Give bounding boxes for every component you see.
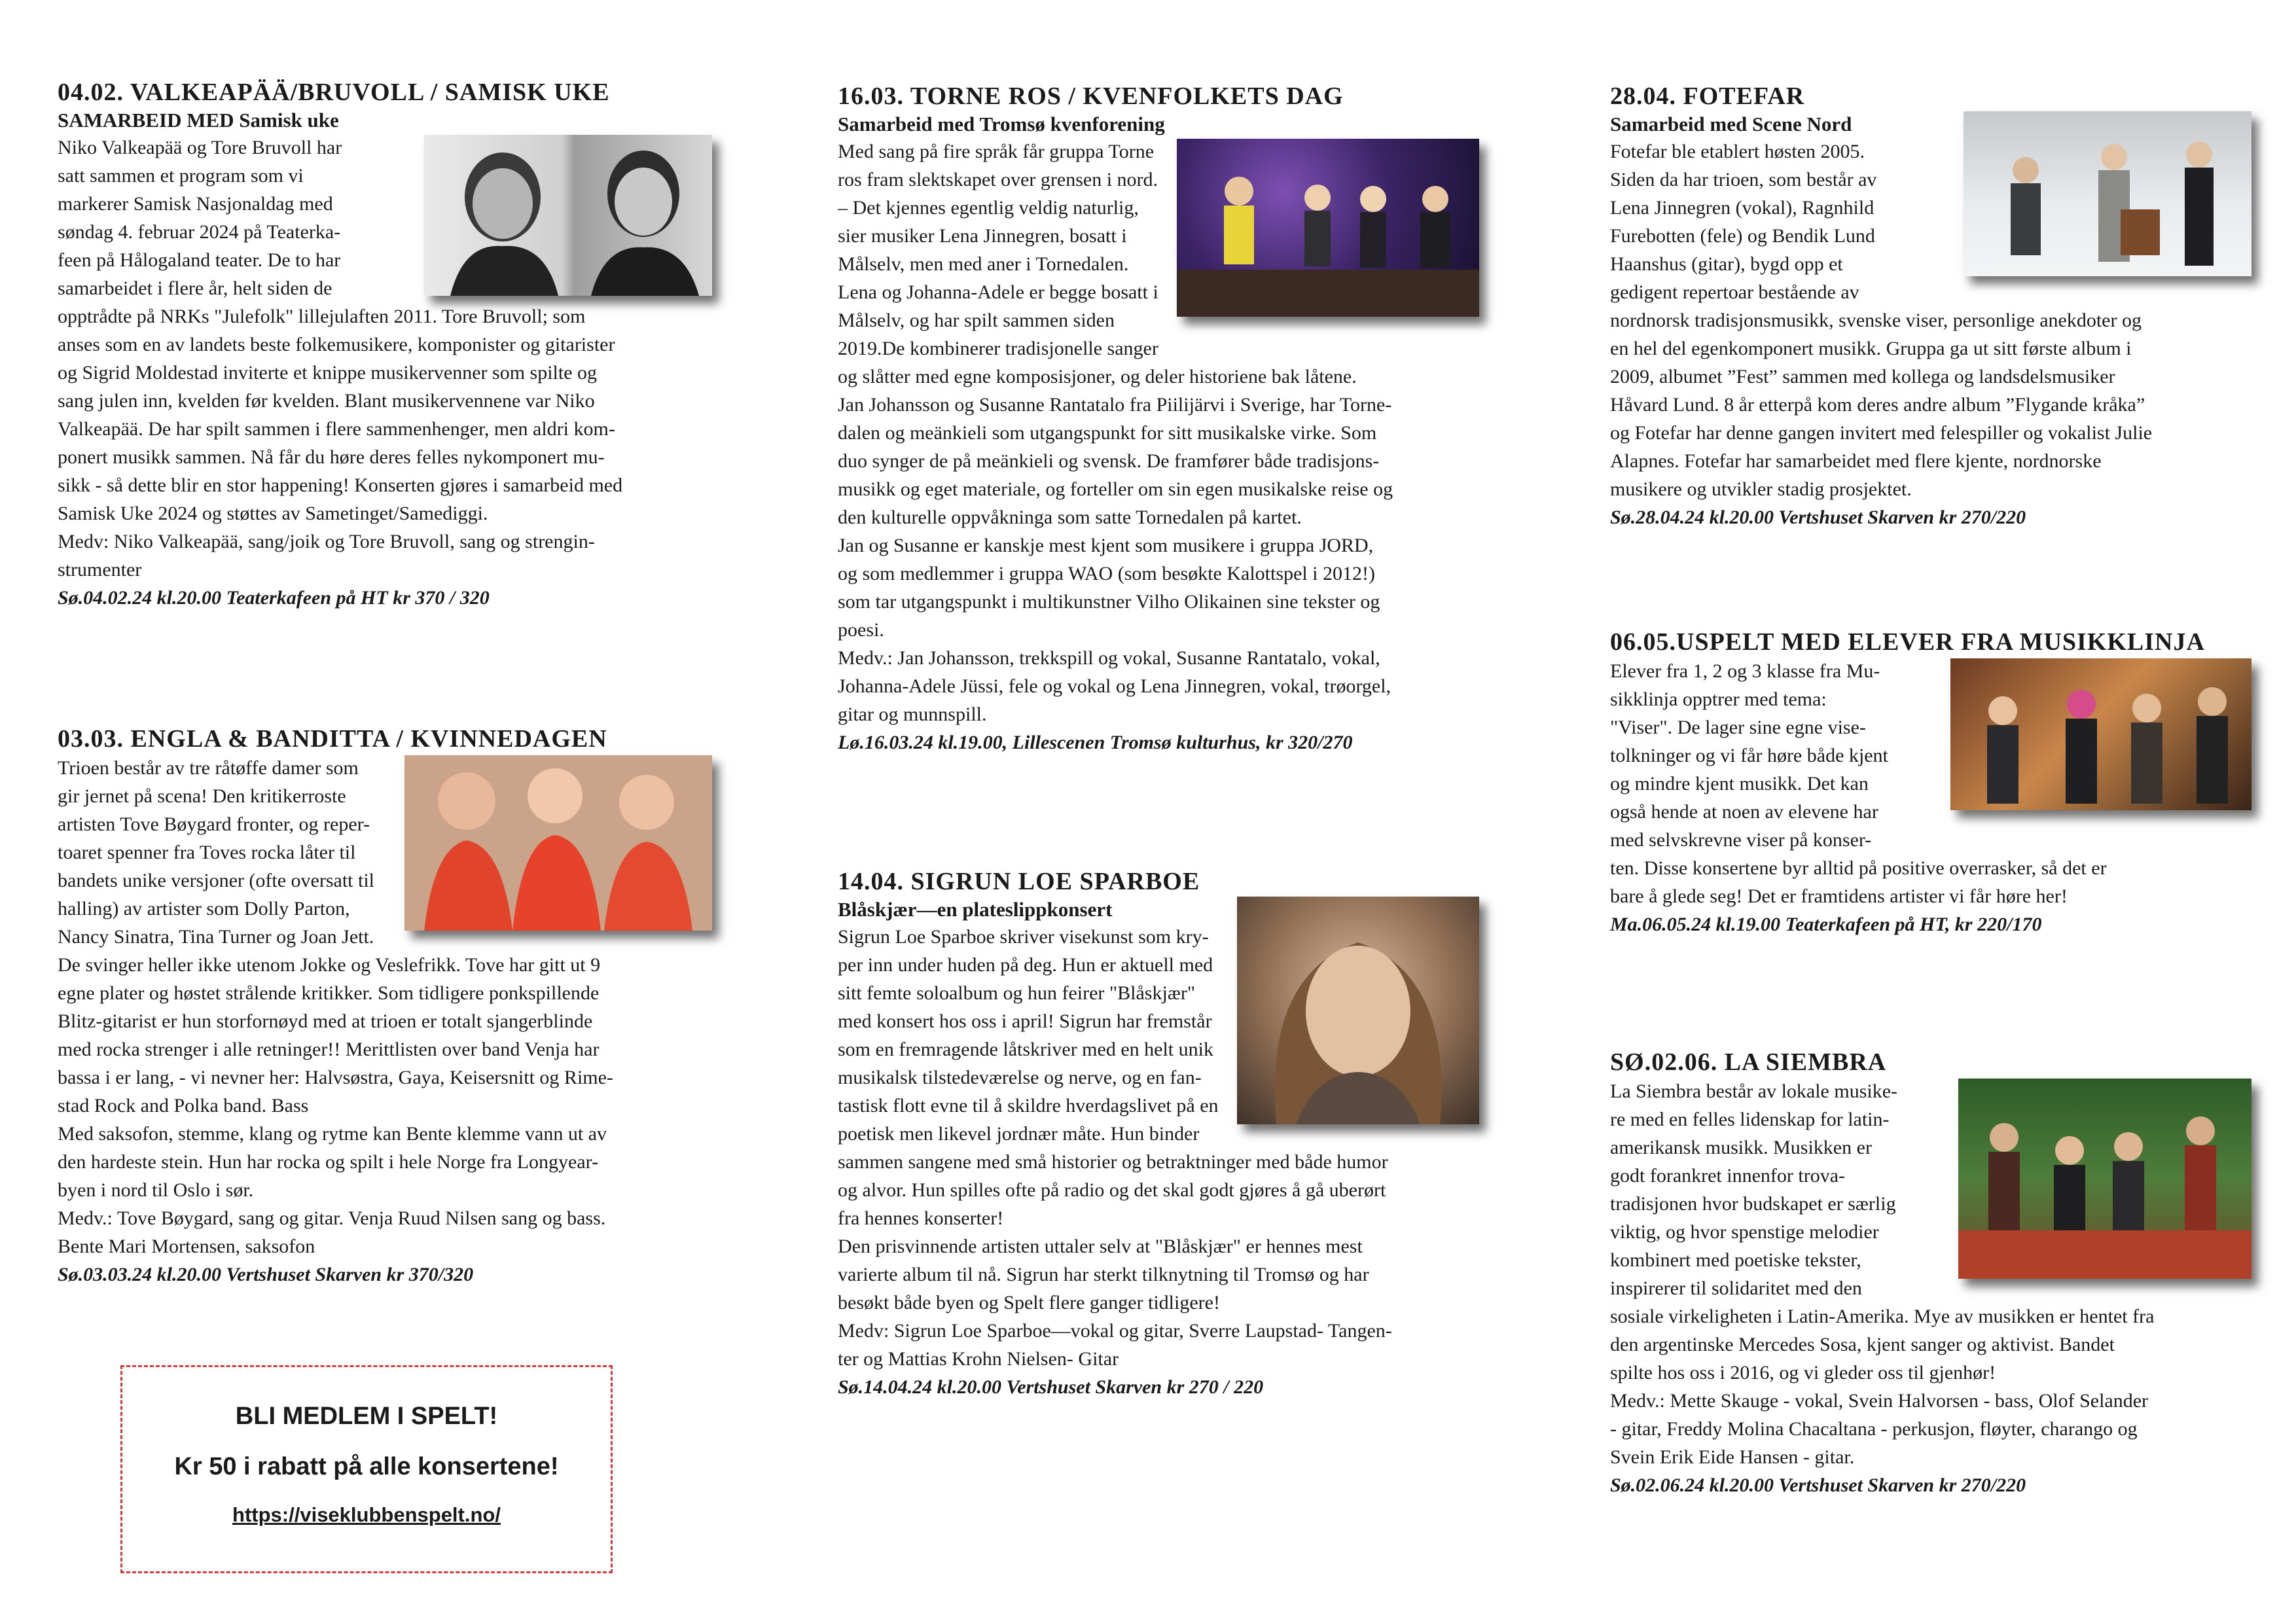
event-photo xyxy=(1964,111,2251,276)
event-info: Ma.06.05.24 kl.19.00 Teaterkafeen på HT, kr 220/170 xyxy=(1610,914,2042,935)
membership-headline: BLI MEDLEM I SPELT! xyxy=(235,1402,498,1430)
event-subtitle: Blåskjær—en plateslippkonsert xyxy=(838,898,1113,921)
event-subtitle: Samarbeid med Scene Nord xyxy=(1610,113,1852,135)
membership-offer: Kr 50 i rabatt på alle konsertene! xyxy=(174,1453,559,1480)
event-subtitle: SAMARBEID MED Samisk uke xyxy=(58,109,339,132)
event-description: Elever fra 1, 2 og 3 klasse fra Mu- sikklinja opptrer med tema: "Viser". De lager sine egne vise- tolkninger og vi får høre både kjent og mindre kjent musikk. Det kan også hende at noen av elevene har med selvskrevne viser på konser- ten. Disse konsertene byr alltid på positive overrasker, så det er bare å glede seg! Det er framtidens artister vi får høre her! xyxy=(1610,660,2107,907)
event-description: Med sang på fire språk får gruppa Torne ros fram slektskapet over grensen i nord. – Det kjennes egentlig veldig naturlig, sier musiker Lena Jinnegren, bosatt i Målselv, men med aner i Tornedalen. Lena og Johanna-Adele er begge bosatt i Målselv, og har spilt sammen siden 2019.De kombinerer tradisjonelle sanger og slåtter med egne komposisjoner, og deler historiene bak låtene. Jan Johansson og Susanne Rantatalo fra Piilijärvi i Sverige, har Torne- dalen og meänkieli som utgangspunkt for sitt musikalske virke. Som duo synger de på meänkieli og svensk. De framfører både tradisjons- musikk og eget materiale, og forteller om sin egen musikalske reise og den kulturelle oppvåkninga som satte Tornedalen på kartet. Jan og Susanne er kanskje mest kjent som musikere i gruppa JORD, og som medlemmer i gruppa WAO (som besøkte Kalottspel i 2012!) som tar utgangspunkt i multikunstner Vilho Olikainen sine tekster og poesi. Medv.: Jan Johansson, trekkspill og vokal, Susanne Rantatalo, vokal, Johanna-Adele Jüssi, fele og vokal og Lena Jinnegren, vokal, trøorgel, gitar og munnspill. xyxy=(838,141,1393,725)
event-photo xyxy=(1237,897,1479,1124)
event-subtitle: Samarbeid med Tromsø kvenforening xyxy=(838,113,1165,135)
event-title: 03.03. ENGLA & BANDITTA / KVINNEDAGEN xyxy=(58,725,607,753)
event-description: Niko Valkeapää og Tore Bruvoll har satt sammen et program som vi markerer Samisk Nasjonaldag med søndag 4. februar 2024 på Teaterka- feen på Hålogaland teater. De to har samarbeidet i flere år, helt siden de opptrådte på NRKs "Julefolk" lillejulaften 2011. Tore Bruvoll; som anses som en av landets beste folkemusikere, komponister og gitarister og Sigrid Moldestad inviterte et knippe musikervenner som spilte og sang julen inn, kvelden før kvelden. Blant musikervennene var Niko Valkeapää. De har spilt sammen i flere sammenhenger, men aldri kom- ponert musikk sammen. Nå får du høre deres felles nykomponert mu- sikk - så dette blir en stor happening! Konserten gjøres i samarbeid med Samisk Uke 2024 og støttes av Sametinget/Samediggi. Medv: Niko Valkeapää, sang/joik og Tore Bruvoll, sang og strengin- strumenter xyxy=(58,137,623,580)
event-photo xyxy=(1958,1079,2251,1279)
event-uspelt xyxy=(1610,627,2251,938)
event-info: Sø.28.04.24 kl.20.00 Vertshuset Skarven kr 270/220 xyxy=(1610,507,2026,528)
event-description: Sigrun Loe Sparboe skriver visekunst som kry- per inn under huden på deg. Hun er aktuell med sitt femte soloalbum og hun feirer "Blåskjær" med konsert hos oss i april! Sigrun har fremstår som en fremragende låtskriver med en helt unik musikalsk tilstedeværelse og nerve, og en fan- tastisk flott evne til å skildre hverdagslivet på en poetisk men likevel jordnær måte. Hun binder sammen sangene med små historier og betraktninger med både humor og alvor. Hun spilles ofte på radio og det skal godt gjøres å gå uberørt fra hennes konserter! Den prisvinnende artisten uttaler selv at "Blåskjær" er hennes mest varierte album til nå. Sigrun har sterkt tilknytning til Tromsø og har besøkt både byen og Spelt flere ganger tidligere! Medv: Sigrun Loe Sparboe—vokal og gitar, Sverre Laupstad- Tangen- ter og Mattias Krohn Nielsen- Gitar xyxy=(838,926,1392,1370)
event-photo xyxy=(424,135,712,296)
event-title: 16.03. TORNE ROS / KVENFOLKETS DAG xyxy=(838,82,1344,110)
event-description: Fotefar ble etablert høsten 2005. Siden da har trioen, som består av Lena Jinnegren (vokal), Ragnhild Furebotten (fele) og Bendik Lund Haanshus (gitar), bygd opp et gedigent repertoar bestående av nordnorsk tradisjonsmusikk, svenske viser, personlige anekdoter og en hel del egenkomponert musikk. Gruppa ga ut sitt første album i 2009, albumet ”Fest” sammen med kollega og landsdelsmusiker Håvard Lund. 8 år etterpå kom deres andre album ”Flygande kråka” og Fotefar har denne gangen invitert med felespiller og vokalist Julie Alapnes. Fotefar har samarbeidet med flere kjente, nordnorske musikere og utvikler stadig prosjektet. xyxy=(1610,141,2153,500)
event-info: Sø.04.02.24 kl.20.00 Teaterkafeen på HT kr 370 / 320 xyxy=(58,587,490,609)
event-fotefar xyxy=(1610,81,2251,531)
event-info: Sø.03.03.24 kl.20.00 Vertshuset Skarven kr 370/320 xyxy=(58,1264,474,1285)
event-description: Trioen består av tre råtøffe damer som gir jernet på scena! Den kritikerroste artisten Tove Bøygard fronter, og reper- toaret spenner fra Toves rocka låter til bandets unike versjoner (ofte oversatt til halling) av artister som Dolly Parton, Nancy Sinatra, Tina Turner og Joan Jett. De svinger heller ikke utenom Jokke og Veslefrikk. Tove har gitt ut 9 egne plater og høstet strålende kritikker. Som tidligere ponkspillende Blitz-gitarist er hun storfornøyd med at trioen er totalt sjangerblinde med rocka strenger i alle retninger!! Merittlisten over band Venja har bassa i er lang, - vi nevner her: Halvsøstra, Gaya, Keisersnitt og Rime- stad Rock and Polka band. Bass Med saksofon, stemme, klang og rytme kan Bente klemme vann ut av den hardeste stein. Hun har rocka og spilt i hele Norge fra Longyear- byen i nord til Oslo i sør. Medv.: Tove Bøygard, sang og gitar. Venja Ruud Nilsen sang og bass. Bente Mari Mortensen, saksofon xyxy=(58,757,613,1257)
membership-link[interactable]: https://viseklubbenspelt.no/ xyxy=(232,1503,501,1526)
event-photo xyxy=(1950,658,2251,810)
event-photo xyxy=(1177,139,1479,317)
event-title: SØ.02.06. LA SIEMBRA xyxy=(1610,1048,1887,1076)
event-title: 04.02. VALKEAPÄÄ/BRUVOLL / SAMISK UKE xyxy=(58,79,610,106)
event-info: Lø.16.03.24 kl.19.00, Lillescenen Tromsø kulturhus, kr 320/270 xyxy=(838,732,1353,753)
event-engla xyxy=(58,724,712,1289)
event-title: 06.05.USPELT MED ELEVER FRA MUSIKKLINJA xyxy=(1610,628,2205,656)
event-info: Sø.14.04.24 kl.20.00 Vertshuset Skarven kr 270 / 220 xyxy=(838,1376,1264,1398)
event-info: Sø.02.06.24 kl.20.00 Vertshuset Skarven kr 270/220 xyxy=(1610,1474,2026,1496)
membership-box xyxy=(120,1365,613,1573)
event-title: 28.04. FOTEFAR xyxy=(1610,82,1805,110)
event-title: 14.04. SIGRUN LOE SPARBOE xyxy=(838,868,1200,895)
event-sigrun xyxy=(838,866,1479,1401)
event-valkeapaa xyxy=(58,77,712,612)
event-torne-ros xyxy=(838,81,1479,757)
event-photo xyxy=(404,755,712,931)
event-la-siembra xyxy=(1610,1047,2251,1499)
event-description: La Siembra består av lokale musike- re med en felles lidenskap for latin- amerikansk musikk. Musikken er godt forankret innenfor trova- tradisjonen hvor budskapet er særlig viktig, og hvor spenstige melodier kombinert med poetiske tekster, inspirerer til solidaritet med den sosiale virkeligheten i Latin-Amerika. Mye av musikken er hentet fra den argentinske Mercedes Sosa, kjent sanger og aktivist. Bandet spilte hos oss i 2016, og vi gleder oss til gjenhør! Medv.: Mette Skauge - vokal, Svein Halvorsen - bass, Olof Selander - gitar, Freddy Molina Chacaltana - perkusjon, fløyter, charango og Svein Erik Eide Hansen - gitar. xyxy=(1610,1080,2155,1468)
